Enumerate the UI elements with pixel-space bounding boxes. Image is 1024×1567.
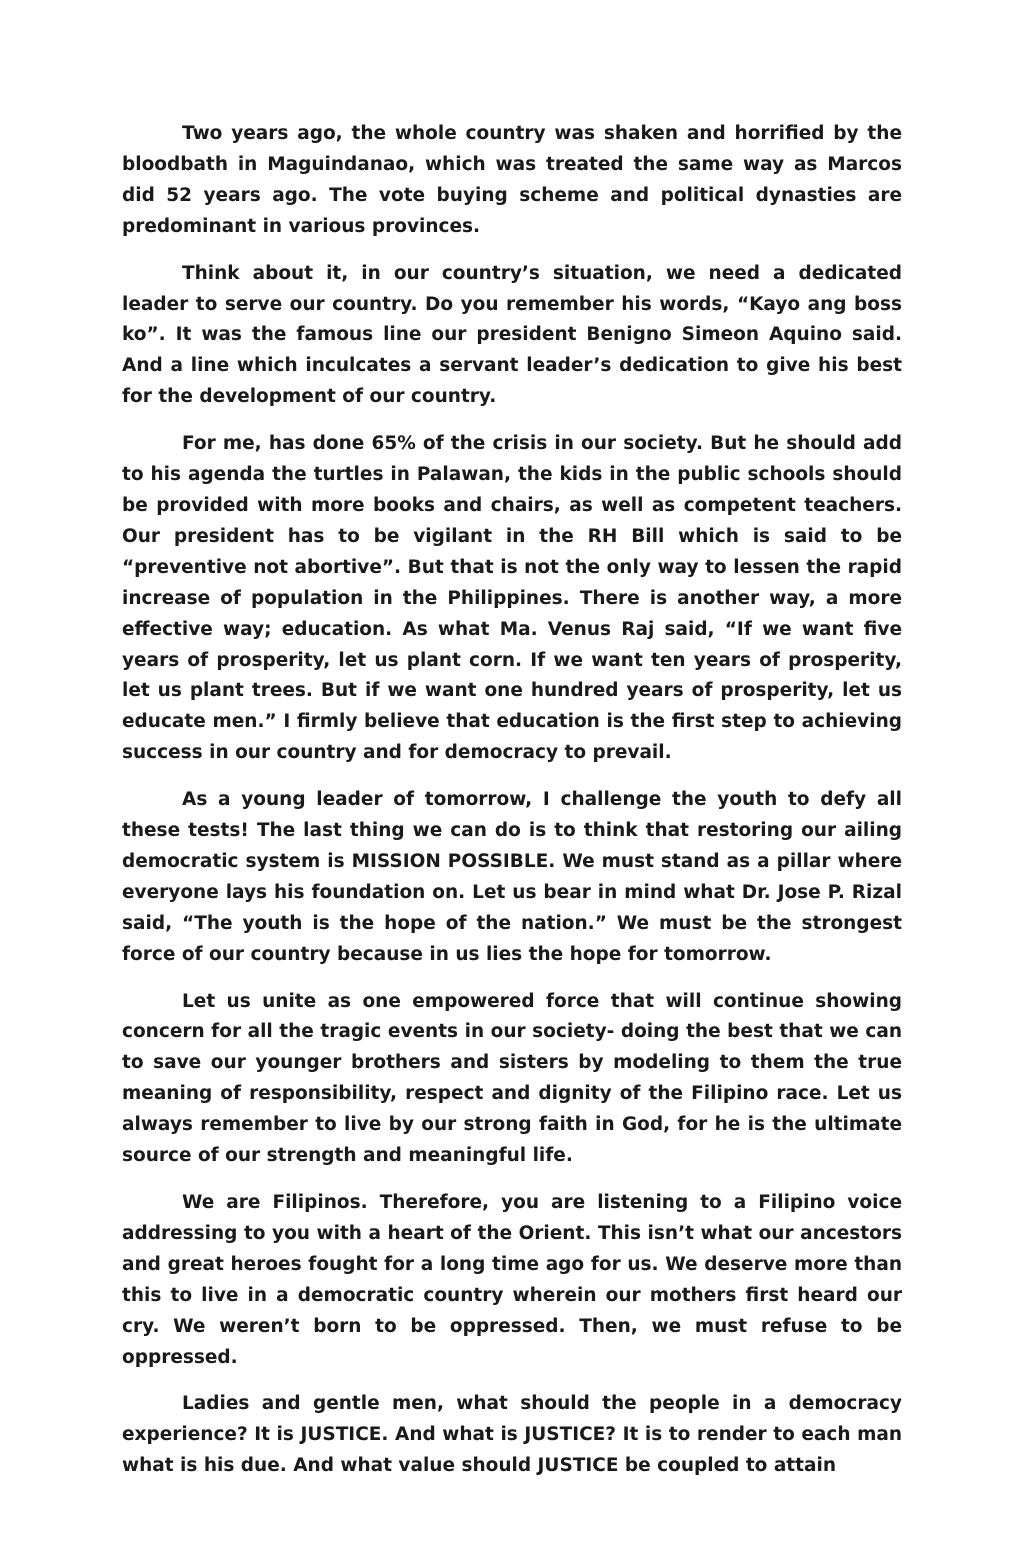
paragraph-unite: Let us unite as one empowered force that will continue showing concern for all the tragic events in our society- doing the best that we can to save our younger brothers and sisters by modeling to them the true meaning of responsibility, respect and dignity of the Filipino race. Let us always remember to live by our strong faith in God, for he is the ultimate source of our strength and meaningful life. xyxy=(122,990,902,1167)
paragraph-education: For me, has done 65% of the crisis in our society. But he should add to his agenda the turtles in Palawan, the kids in the public schools should be provided with more books and chairs, as well as competent teachers. Our president has to be vigilant in the RH Bill which is said to be “preventive not abortive”. But that is not the only way to lessen the rapid increase of population in the Philippines. There is another way, a more effective way; education. As what Ma. Venus Raj said, “If we want five years of prosperity, let us plant corn. If we want ten years of prosperity, let us plant trees. But if we want one hundred years of prosperity, let us educate men.” I firmly believe that education is the first step to achieving success in our country and for democracy to prevail. xyxy=(122,433,902,764)
paragraph-bloodbath: Two years ago, the whole country was shaken and horrified by the bloodbath in Maguindanao, which was treated the same way as Marcos did 52 years ago. The vote buying scheme and political dynasties are predominant in various provinces. xyxy=(122,123,902,237)
paragraph-filipinos: We are Filipinos. Therefore, you are listening to a Filipino voice addressing to you with a heart of the Orient. This isn’t what our ancestors and great heroes fought for a long time ago for us. We deserve more than this to live in a democratic country wherein our mothers first heard our cry. We weren’t born to be oppressed. Then, we must refuse to be oppressed. xyxy=(122,1192,902,1368)
paragraph-justice: Ladies and gentle men, what should the people in a democracy experience? It is JUSTICE. And what is JUSTICE? It is to render to each man what is his due. And what value should JUSTICE be coupled to attain xyxy=(122,1393,902,1477)
paragraph-youth-challenge: As a young leader of tomorrow, I challenge the youth to defy all these tests! The last thing we can do is to think that restoring our ailing democratic system is MISSION POSSIBLE. We must stand as a pillar where everyone lays his foundation on. Let us bear in mind what Dr. Jose P. Rizal said, “The youth is the hope of the nation.” We must be the strongest force of our country because in us lies the hope for tomorrow. xyxy=(122,789,902,965)
speech-text xyxy=(122,119,902,1498)
paragraph-dedicated-leader: Think about it, in our country’s situation, we need a dedicated leader to serve our country. Do you remember his words, “Kayo ang boss ko”. It was the famous line our president Benigno Simeon Aquino said. And a line which inculcates a servant leader’s dedication to give his best for the development of our country. xyxy=(122,262,902,408)
